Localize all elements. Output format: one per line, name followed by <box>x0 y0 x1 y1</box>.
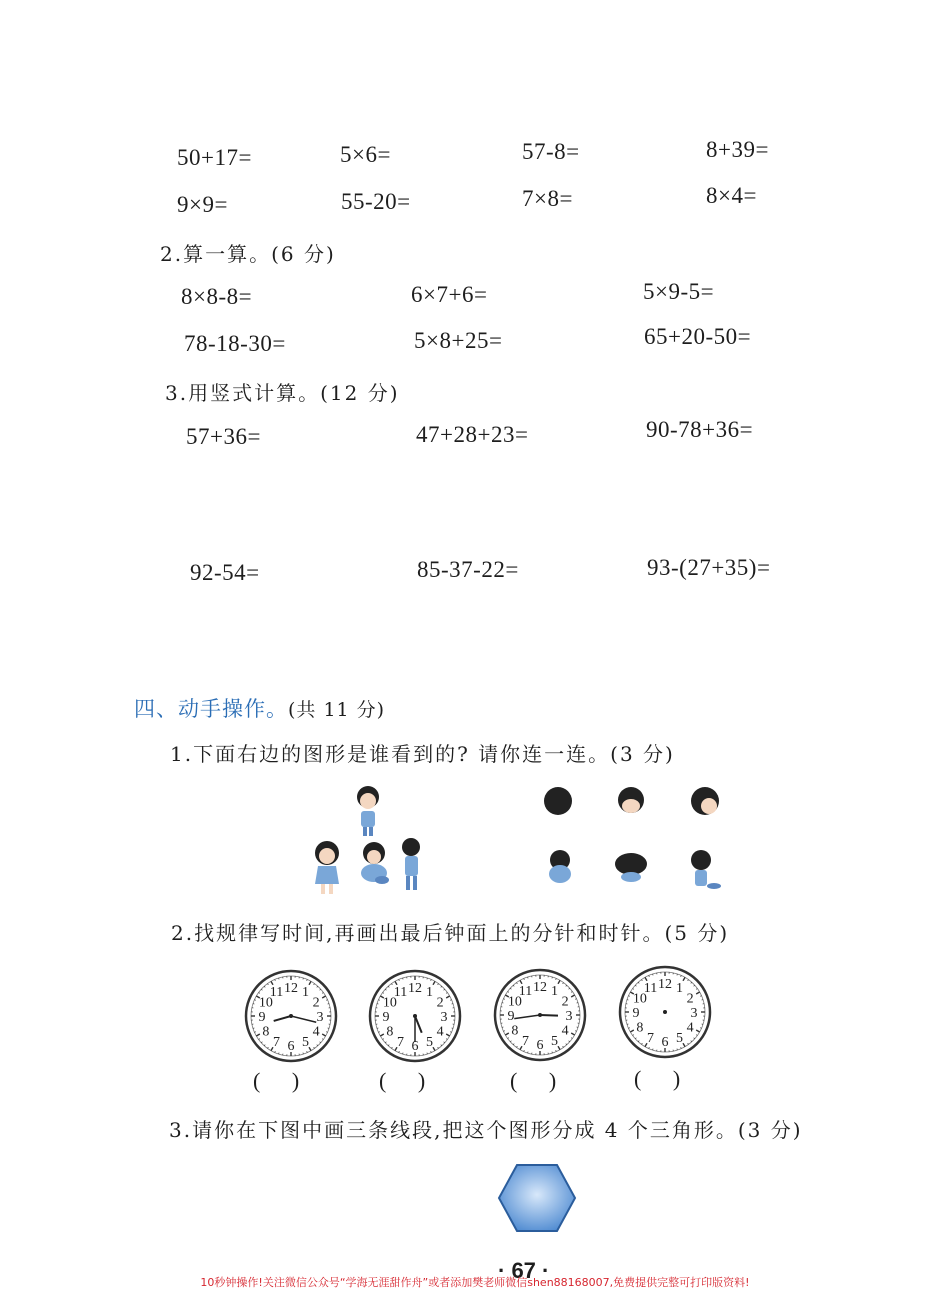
clock-number: 10 <box>508 995 522 1010</box>
clock-number: 1 <box>676 981 683 996</box>
clock-face <box>492 967 588 1063</box>
clock-number: 2 <box>437 996 444 1011</box>
view-head-back <box>544 787 572 815</box>
vertical-calc-item: 85-37-22= <box>417 557 519 583</box>
view-sitting-child <box>549 850 571 883</box>
child-top-figure <box>357 786 379 836</box>
clock-1 <box>246 971 336 1061</box>
section-points: (共 11 分) <box>288 699 385 721</box>
calc-item: 5×8+25= <box>414 328 502 354</box>
clock-number: 7 <box>647 1031 654 1046</box>
view-head-side <box>691 787 719 815</box>
clock-number: 9 <box>383 1010 390 1025</box>
clock-number: 4 <box>313 1025 320 1040</box>
child-right-figure <box>402 838 420 890</box>
view-top-down-child <box>615 853 647 882</box>
clock-number: 4 <box>437 1025 444 1040</box>
clock-number: 4 <box>687 1021 694 1036</box>
clock-number: 7 <box>522 1034 529 1049</box>
calc-item: 65+20-50= <box>644 324 751 350</box>
clock-number: 3 <box>317 1010 324 1025</box>
clock-number: 3 <box>566 1009 573 1024</box>
clock-face <box>367 968 463 1064</box>
clock-number: 6 <box>412 1039 419 1054</box>
clock-number: 11 <box>519 984 532 999</box>
section-heading <box>134 693 385 723</box>
clock-number: 10 <box>383 996 397 1011</box>
clock-number: 7 <box>273 1035 280 1050</box>
oral-calc-item: 55-20= <box>341 189 411 215</box>
calc-item: 6×7+6= <box>411 282 487 308</box>
clock-number: 5 <box>551 1034 558 1049</box>
clock-number: 1 <box>426 985 433 1000</box>
clock-face <box>243 968 339 1064</box>
answer-blank: ( ) <box>379 1068 425 1094</box>
clock-number: 8 <box>636 1021 643 1036</box>
clock-number: 10 <box>259 996 273 1011</box>
children-scene-figure <box>305 780 425 900</box>
clock-center <box>538 1013 542 1017</box>
child-middle-figure <box>361 842 389 884</box>
clock-number: 3 <box>441 1010 448 1025</box>
clock-number: 2 <box>687 992 694 1007</box>
clock-number: 3 <box>691 1006 698 1021</box>
clock-number: 6 <box>288 1039 295 1054</box>
oral-calc-item: 57-8= <box>522 139 580 165</box>
clock-number: 12 <box>658 977 672 992</box>
clock-center <box>413 1014 417 1018</box>
clock-number: 12 <box>533 980 547 995</box>
question-title: 2.找规律写时间,再画出最后钟面上的分针和时针。(5 分) <box>171 917 729 946</box>
clock-number: 8 <box>262 1025 269 1040</box>
oral-calc-item: 50+17= <box>177 145 252 171</box>
question-title: 3.请你在下图中画三条线段,把这个图形分成 4 个三角形。(3 分) <box>169 1114 803 1143</box>
clock-4 <box>620 967 710 1057</box>
clock-number: 6 <box>662 1035 669 1050</box>
clock-center <box>663 1010 667 1014</box>
clock-number: 11 <box>644 981 657 996</box>
clock-number: 5 <box>302 1035 309 1050</box>
page-number: · 67 · <box>498 1258 549 1284</box>
view-side-child <box>691 850 721 889</box>
clock-2 <box>370 971 460 1061</box>
clock-number: 9 <box>633 1006 640 1021</box>
answer-blank: ( ) <box>510 1068 556 1094</box>
section-heading-text: 四、动手操作。 <box>134 697 288 721</box>
oral-calc-item: 8+39= <box>706 137 769 163</box>
clock-number: 2 <box>313 996 320 1011</box>
clock-face-blank <box>617 964 713 1060</box>
footer-note: 10秒钟操作!关注微信公众号“学海无涯甜作舟”或者添加樊老师微信shen88168007,免费提供完整可打印版资料! <box>0 1274 950 1290</box>
clock-number: 9 <box>259 1010 266 1025</box>
clock-number: 4 <box>562 1024 569 1039</box>
question-title: 2.算一算。(6 分) <box>160 238 336 267</box>
oral-calc-item: 8×4= <box>706 183 757 209</box>
clock-number: 2 <box>562 995 569 1010</box>
clock-number: 9 <box>508 1009 515 1024</box>
clock-center <box>289 1014 293 1018</box>
clock-number: 12 <box>284 981 298 996</box>
child-left-figure <box>315 841 339 894</box>
hexagon-figure[interactable] <box>497 1162 577 1234</box>
clock-number: 1 <box>302 985 309 1000</box>
clock-number: 7 <box>397 1035 404 1050</box>
oral-calc-item: 7×8= <box>522 186 573 212</box>
view-head-front <box>618 787 644 813</box>
clock-number: 11 <box>394 985 407 1000</box>
question-title: 3.用竖式计算。(12 分) <box>165 377 400 406</box>
answer-blank: ( ) <box>634 1066 680 1092</box>
clock-3 <box>495 970 585 1060</box>
clock-number: 1 <box>551 984 558 999</box>
clock-number: 8 <box>386 1025 393 1040</box>
answer-blank: ( ) <box>253 1068 299 1094</box>
vertical-calc-item: 90-78+36= <box>646 417 753 443</box>
clock-number: 12 <box>408 981 422 996</box>
vertical-calc-item: 47+28+23= <box>416 422 528 448</box>
hour-hand <box>540 1015 558 1016</box>
clock-number: 5 <box>676 1031 683 1046</box>
calc-item: 8×8-8= <box>181 284 252 310</box>
calc-item: 78-18-30= <box>184 331 286 357</box>
clock-number: 8 <box>511 1024 518 1039</box>
oral-calc-item: 5×6= <box>340 142 391 168</box>
oral-calc-item: 9×9= <box>177 192 228 218</box>
question-title: 1.下面右边的图形是谁看到的? 请你连一连。(3 分) <box>170 738 675 767</box>
vertical-calc-item: 93-(27+35)= <box>647 555 770 581</box>
clock-number: 6 <box>537 1038 544 1053</box>
calc-item: 5×9-5= <box>643 279 714 305</box>
views-figure <box>538 782 728 894</box>
clock-number: 11 <box>270 985 283 1000</box>
vertical-calc-item: 57+36= <box>186 424 261 450</box>
clock-number: 5 <box>426 1035 433 1050</box>
clock-number: 10 <box>633 992 647 1007</box>
vertical-calc-item: 92-54= <box>190 560 260 586</box>
